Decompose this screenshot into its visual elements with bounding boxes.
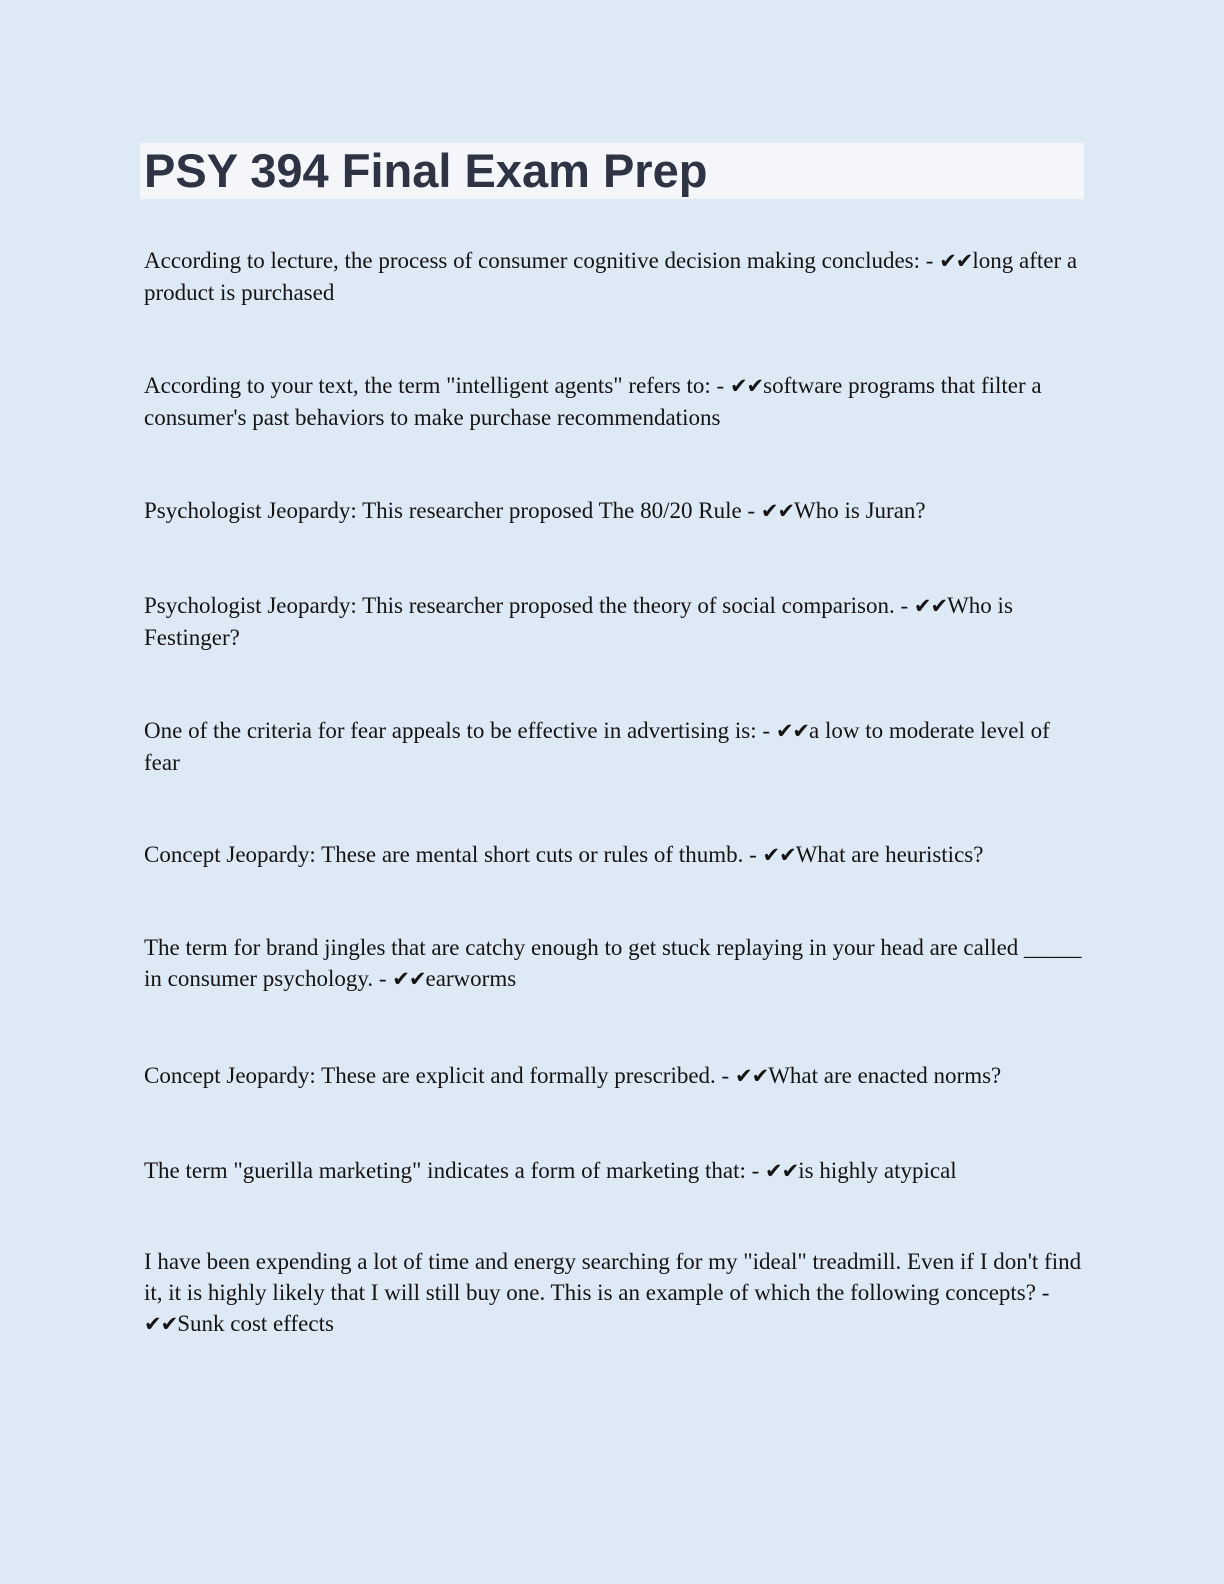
qa-item (144, 370, 1084, 433)
qa-item (144, 1155, 1084, 1187)
qa-item (144, 1060, 1084, 1092)
double-check-icon: ✔✔ (734, 1064, 769, 1088)
double-check-icon: ✔✔ (939, 249, 973, 273)
answer-text: What are enacted norms? (768, 1063, 1002, 1088)
answer-text: What are heuristics? (795, 842, 984, 867)
double-check-icon: ✔✔ (913, 594, 948, 618)
question-text: The term for brand jingles that are catchy enough to get stuck replaying in your head are called _____ in consumer psychology. - (144, 935, 1082, 991)
answer-text: Sunk cost effects (177, 1311, 334, 1336)
answer-text: earworms (425, 966, 517, 991)
qa-item (144, 839, 1084, 871)
answer-text: a low to moderate level of fear (144, 718, 1050, 775)
double-check-icon: ✔✔ (762, 843, 796, 867)
answer-text: Who is Juran? (794, 498, 926, 523)
qa-item (144, 932, 1084, 995)
double-check-icon: ✔✔ (144, 1312, 178, 1336)
double-check-icon: ✔✔ (765, 1159, 799, 1183)
double-check-icon: ✔✔ (392, 967, 426, 991)
double-check-icon: ✔✔ (775, 719, 810, 743)
question-text: I have been expending a lot of time and energy searching for my "ideal" treadmill. Even if I don't find it, it is highly likely that I will still buy one. This is an example of which the following concepts? - (144, 1249, 1082, 1305)
question-text: Psychologist Jeopardy: This researcher proposed The 80/20 Rule - (144, 498, 761, 523)
qa-item (144, 590, 1084, 653)
question-text: According to lecture, the process of consumer cognitive decision making concludes: - (144, 248, 940, 273)
answer-text: software programs that filter a consumer's past behaviors to make purchase recommendations (144, 373, 1042, 430)
qa-item (144, 245, 1084, 308)
question-text: The term "guerilla marketing" indicates a form of marketing that: - (144, 1158, 766, 1183)
question-text: One of the criteria for fear appeals to be effective in advertising is: - (144, 718, 776, 743)
double-check-icon: ✔✔ (729, 374, 764, 398)
answer-text: Who is Festinger? (144, 593, 1013, 650)
question-text: Concept Jeopardy: These are explicit and formally prescribed. - (144, 1063, 735, 1088)
question-text: Psychologist Jeopardy: This researcher proposed the theory of social comparison. - (144, 593, 914, 618)
answer-text: long after a product is purchased (144, 248, 1078, 305)
qa-item (144, 715, 1084, 778)
qa-item (144, 495, 1084, 527)
title-banner (140, 143, 1084, 199)
page-title: PSY 394 Final Exam Prep (144, 144, 708, 197)
answer-text: is highly atypical (798, 1158, 957, 1183)
double-check-icon: ✔✔ (760, 499, 795, 523)
question-text: Concept Jeopardy: These are mental short cuts or rules of thumb. - (144, 842, 763, 867)
question-text: According to your text, the term "intelligent agents" refers to: - (144, 373, 730, 398)
qa-item (144, 1246, 1084, 1340)
